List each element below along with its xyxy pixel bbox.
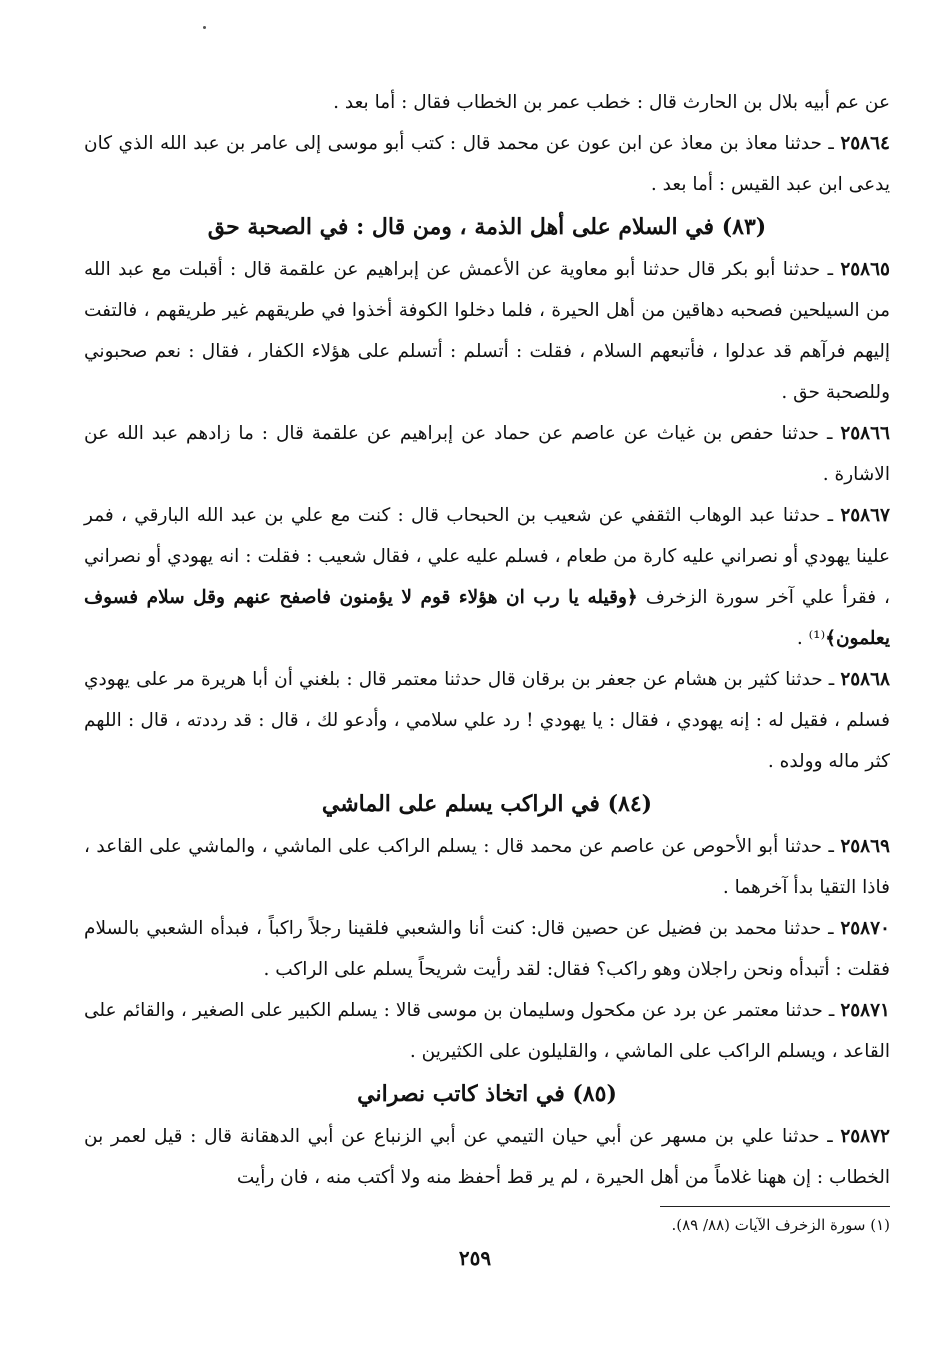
hadith-25868: [84, 659, 890, 782]
hadith-25869: [84, 826, 890, 908]
page-body: [84, 82, 890, 1198]
hadith-number: ٢٥٨٦٥: [840, 259, 890, 280]
hadith-text: ـ حدثنا محمد بن فضيل عن حصين قال: كنت أنا والشعبي فلقينا رجلاً راكباً ، فبدأه الشعبي بالسلام فقلت : أتبدأه ونحن راجلان وهو راكب؟ فقال: لقد رأيت شريحاً يسلم على الراكب .: [84, 918, 890, 980]
hadith-number: ٢٥٨٦٧: [840, 505, 890, 526]
hadith-25866: [84, 413, 890, 495]
hadith-number: ٢٥٨٧٠: [840, 918, 890, 939]
hadith-text: ـ حدثنا معاذ بن معاذ عن ابن عون عن محمد قال : كتب أبو موسى إلى عامر بن عبد الله الذي كان يدعى ابن عبد القيس : أما بعد .: [84, 133, 890, 195]
hadith-number: ٢٥٨٧١: [840, 1000, 890, 1021]
quran-quote: ﴿وقيله يا رب ان هؤلاء قوم لا يؤمنون فاصفح عنهم وقل سلام فسوف يعلمون﴾: [84, 587, 890, 649]
hadith-text: ـ حدثنا كثير بن هشام عن جعفر بن برقان قال حدثنا معتمر قال : بلغني أن أبا هريرة مر على يهودي فسلم ، فقيل له : إنه يهودي ، فقال : يا يهودي ! رد علي سلامي ، وأدعو لك ، قال : قد رددته ، قال : اللهم كثر ماله وولده .: [84, 669, 890, 772]
section-heading-84: (٨٤) في الراكب يسلم على الماشي: [321, 791, 653, 817]
hadith-number: ٢٥٨٧٢: [840, 1126, 890, 1147]
section-heading-85: (٨٥) في اتخاذ كاتب نصراني: [357, 1081, 617, 1107]
hadith-25870: [84, 908, 890, 990]
hadith-25867: [84, 495, 890, 659]
hadith-25864: [84, 123, 890, 205]
hadith-number: ٢٥٨٦٩: [840, 836, 890, 857]
footnote-divider: [660, 1206, 890, 1207]
section-heading-83: (٨٣) في السلام على أهل الذمة ، ومن قال : في الصحبة حق: [207, 214, 767, 240]
hadith-text: ـ حدثنا علي بن مسهر عن أبي حيان التيمي عن أبي الزنباع عن أبي الدهقانة قال : قيل لعمر بن الخطاب : إن ههنا غلاماً من أهل الحيرة ، لم ير قط أحفظ منه ولا أكتب منه ، فان رأيت: [84, 1126, 890, 1188]
paragraph-continuation: عن عم أبيه بلال بن الحارث قال : خطب عمر بن الخطاب فقال : أما بعد .: [333, 92, 890, 113]
hadith-number: ٢٥٨٦٨: [840, 669, 890, 690]
hadith-25865: [84, 249, 890, 413]
hadith-25871: [84, 990, 890, 1072]
hadith-number: ٢٥٨٦٦: [840, 423, 890, 444]
hadith-25872: [84, 1116, 890, 1198]
hadith-text: ـ حدثنا أبو بكر قال حدثنا أبو معاوية عن الأعمش عن إبراهيم عن علقمة قال : أقبلت مع عبد الله من السيلحين فصحبه دهاقين من أهل الحيرة ، فلما دخلوا الكوفة أخذوا في طريقهم غير طريقهم ، فالتفت إليهم فرآهم قد عدلوا ، فأتبعهم السلام ، فقلت : أتسلم : أتسلم على هؤلاء الكفار ، فقال : نعم صحبوني وللصحبة حق .: [84, 259, 890, 403]
hadith-number: ٢٥٨٦٤: [840, 133, 890, 154]
hadith-text: ـ حدثنا حفص بن غياث عن عاصم عن حماد عن إبراهيم عن علقمة قال : ما زادهم عبد الله عن الاشارة .: [84, 423, 890, 485]
footnote-marker: ⁽¹⁾ .: [796, 628, 826, 649]
hadith-text: ـ حدثنا معتمر عن برد عن مكحول وسليمان بن موسى قالا : يسلم الكبير على الصغير ، والقائم على القاعد ، ويسلم الراكب على الماشي ، والقليلون على الكثيرين .: [84, 1000, 890, 1062]
hadith-text: ـ حدثنا عبد الوهاب الثقفي عن شعيب بن الحبحاب قال : كنت مع علي بن عبد الله البارقي ، فمر علينا يهودي أو نصراني عليه كارة من طعام ، فسلم عليه علي ، فقال شعيب : فقلت : انه يهودي أو نصراني ، فقرأ علي آخر سورة الزخرف: [84, 505, 890, 608]
footnote: (١) سورة الزخرف الآيات (٨٨/ ٨٩).: [671, 1216, 890, 1234]
page-number: ٢٥٩: [458, 1246, 492, 1270]
scan-speck: [203, 26, 206, 29]
hadith-text: ـ حدثنا أبو الأحوص عن عاصم عن محمد قال : يسلم الراكب على الماشي ، والماشي على القاعد ، فاذا التقيا بدأ آخرهما .: [84, 836, 890, 898]
